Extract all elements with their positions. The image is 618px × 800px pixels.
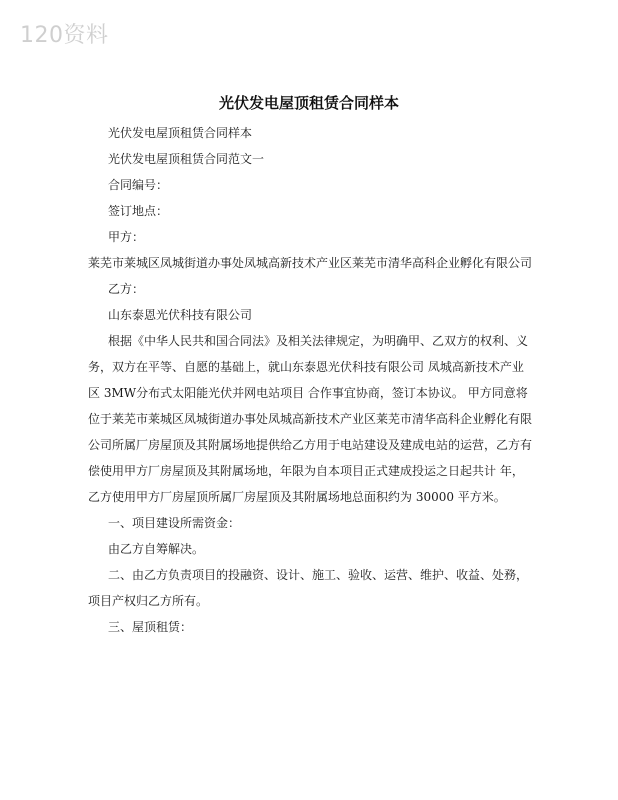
sign-place-line: 签订地点： (108, 204, 169, 218)
section-2-paragraph: 二、由乙方负责项目的投融资、设计、施工、验收、运营、维护、收益、处務，项目产权归乙方所有。 (88, 568, 529, 608)
party-a-name: 莱芜市莱城区凤城街道办事处凤城高新技术产业区莱芜市清华高科企业孵化有限公司 (88, 256, 533, 270)
party-b-name: 山东泰恩光伏科技有限公司 (108, 308, 253, 322)
contract-number-line: 合同编号： (108, 178, 169, 192)
preamble-paragraph: 根据《中华人民共和国合同法》及相关法律规定，为明确甲、乙双方的权利、义务，双方在平等、自愿的基础上，就山东泰恩光伏科技有限公司 凤城高新技术产业区 3MW分布式太阳能光伏并网电站项目 合作事宜协商，签订本协议。 甲方同意将位于莱芜市莱城区凤城街道办事处凤城高新技术产业区莱芜市清华高科企业孵化有限公司所属厂房屋顶及其附属场地提供给乙方用于电站建设及建成电站的运营，乙方有偿使用甲方厂房屋顶及其附属场地，年限为自本项目正式建成投运之日起共计 年，乙方使用甲方厂房屋顶所属厂房屋顶及其附属场地总面积约为 30000 平方米。 (88, 334, 533, 504)
section-3-title: 三、屋顶租赁： (108, 620, 193, 634)
subtitle-line: 光伏发电屋顶租赁合同样本 (108, 126, 253, 140)
party-b-label: 乙方： (108, 282, 145, 296)
document-body (88, 120, 532, 640)
party-a-label: 甲方： (108, 230, 145, 244)
section-1-title: 一、项目建设所需资金： (108, 516, 241, 530)
watermark: 120资料 (20, 23, 109, 48)
template-line: 光伏发电屋顶租赁合同范文一 (108, 152, 265, 166)
document-title: 光伏发电屋顶租赁合同样本 (218, 94, 399, 112)
section-1-body: 由乙方自筹解决。 (108, 542, 205, 556)
